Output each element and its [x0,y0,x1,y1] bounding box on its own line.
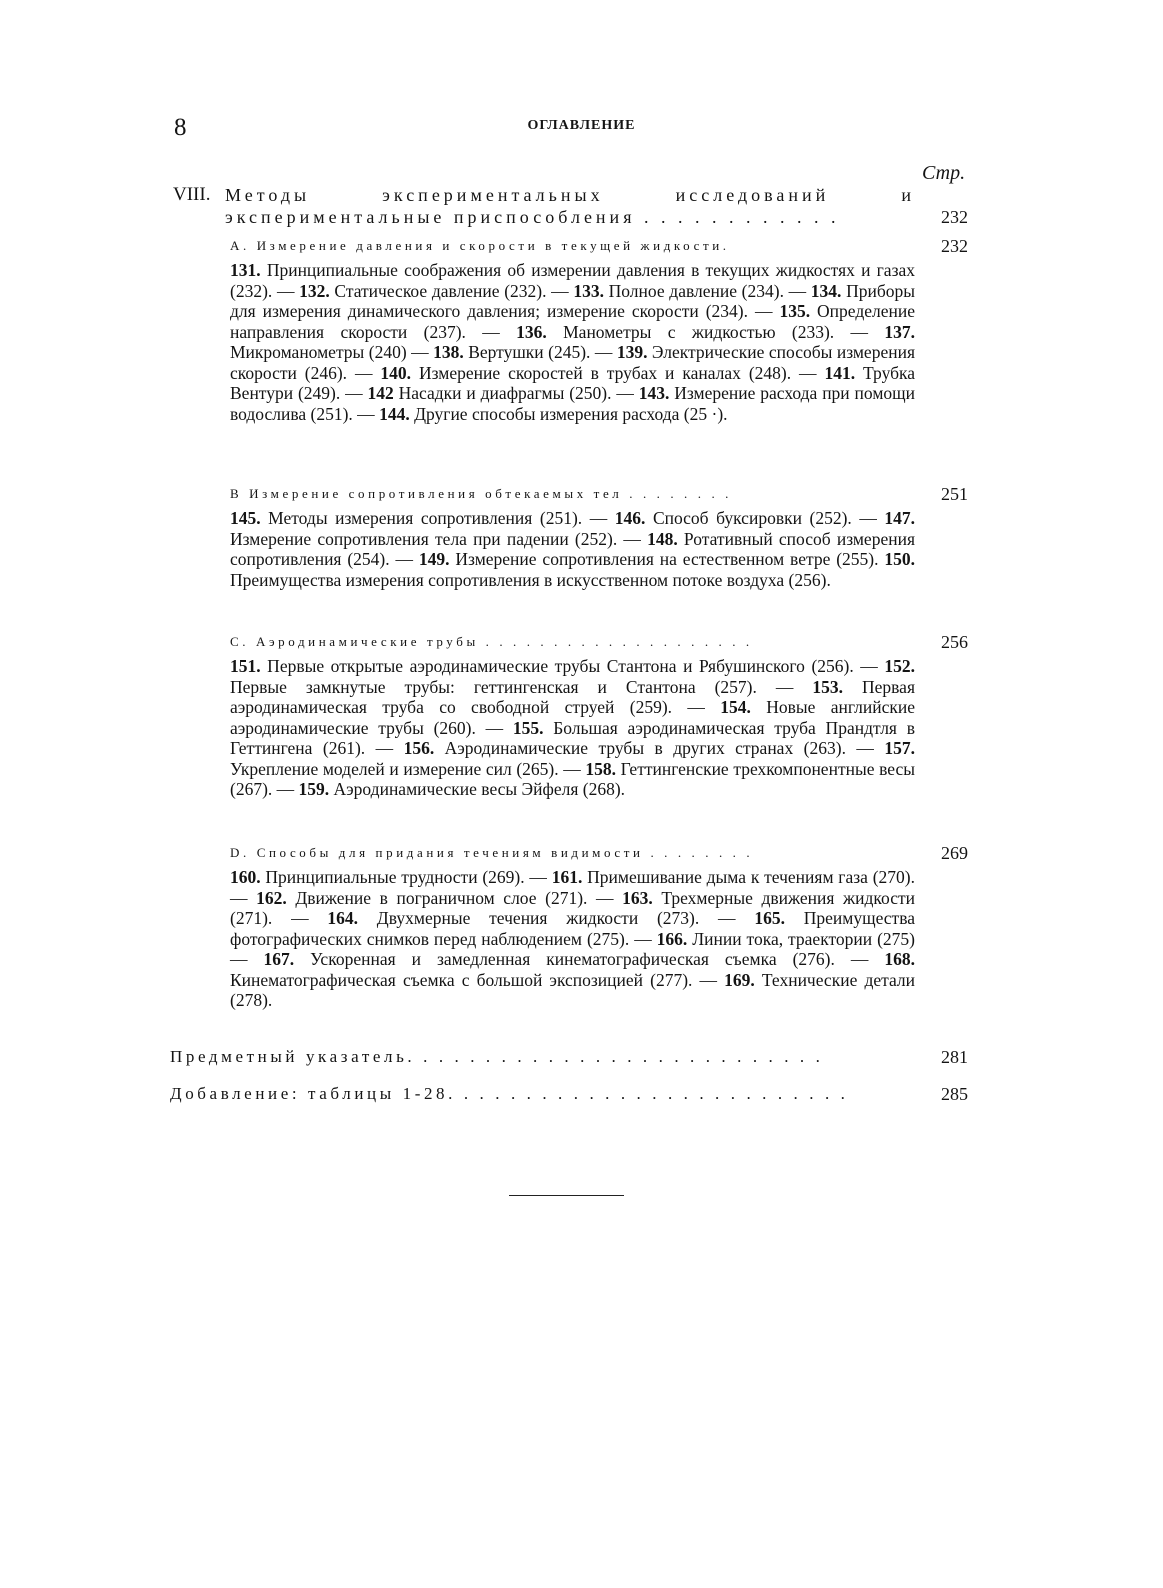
paragraph-text: Кинематографическая съемка с большой экспозицией (277). — [230,969,725,990]
paragraph-text: Полное давление (234). — [603,280,811,301]
paragraph-number: 136. [516,321,547,342]
paragraph-text: Измерение расхода при помощи водослива (251). — [230,383,915,424]
paragraph-text: Микроманометры (240) — [230,342,434,362]
paragraph-text: Линии тока, траектории (275) — [230,928,915,969]
paragraph-text: Новые английские аэродинамические трубы (260). — [230,697,915,738]
paragraph-number: 133. [573,280,604,301]
paragraph-number: 163. [622,887,653,908]
paragraph-number: 169. [724,969,755,990]
page-number: 8 [174,114,187,141]
paragraph-number: 166. [656,928,688,949]
index-page: 281 [941,1047,968,1067]
paragraph-number: 132. [299,280,330,301]
section-heading [230,484,968,506]
paragraph-number: 158. [585,758,617,779]
section-entries [230,260,915,424]
paragraph-text: Двухмерные течения жидкости (273). — [357,908,755,928]
paragraph-text: Первая аэродинамическая труба со свободной струей (259). — [230,676,915,717]
section-entries [230,867,915,1011]
paragraph-number: 138. [433,342,464,362]
paragraph-number: 145. [230,508,261,528]
paragraph-number: 161. [551,867,583,887]
chapter-number: VIII. [173,184,211,205]
section-heading [230,236,968,258]
paragraph-number: 162. [256,887,287,908]
paragraph-number: 152. [884,656,915,676]
paragraph-number: 153. [812,676,843,697]
index-title: Предметный указатель. . . . . . . . . . . . . . . . . . . . . . . . . . . [170,1047,824,1066]
paragraph-text: Электрические способы измерения скорости (246). — [230,342,915,383]
appendix-title: Добавление: таблицы 1-28. . . . . . . . . . . . . . . . . . . . . . . . . . [170,1084,849,1103]
section-page: 269 [941,843,968,863]
section-entries [230,508,915,590]
paragraph-text: Измерение сопротивления тела при падении (252). — [230,528,648,549]
paragraph-text: Статическое давление (232). — [329,280,574,301]
paragraph-number: 168. [884,949,916,969]
paragraph-text: Вертушки (245). — [463,342,617,362]
paragraph-number: 147. [884,508,915,528]
paragraph-text: Определение направления скорости (237). — [230,301,915,342]
paragraph-number: 167. [263,949,295,969]
paragraph-number: 155. [512,717,544,738]
paragraph-text: Примешивание дыма к течениям газа (270). — [230,867,915,908]
paragraph-number: 154. [720,697,751,717]
section-d [230,843,968,1011]
paragraph-number: 141. [824,362,856,383]
paragraph-text: Трехмерные движения жидкости (271). — [230,887,916,928]
section-c [230,632,968,800]
chapter-title: Методы экспериментальных исследований и экспериментальные приспособления . . . . . . . . . . . . [225,185,915,227]
paragraph-number: 137. [884,321,915,342]
paragraph-number: 151. [230,656,261,676]
paragraph-text: Первые открытые аэродинамические трубы Стантона и Рябушинского (256). — [260,656,885,676]
paragraph-number: 159. [298,779,330,799]
paragraph-text: Первые замкнутые трубы: геттингенская и Стантона (257). — [230,676,813,697]
paragraph-text: Аэродинамические трубы в других странах (263). — [434,738,885,758]
paragraph-text: Насадки и диафрагмы (250). — [393,383,639,403]
paragraph-text: Приборы для измерения динамического давления; измерение скорости (234). — [230,280,916,321]
paragraph-number: 139. [616,342,648,362]
paragraph-number: 149. [418,549,450,569]
paragraph-text: Ускоренная и замедленная кинематографическая съемка (276). — [294,949,885,969]
paragraph-text: Аэродинамические весы Эйфеля (268). [329,779,626,799]
paragraph-text: Измерение сопротивления на естественном ветре (255). [449,549,885,569]
paragraph-text: Преимущества измерения сопротивления в искусственном потоке воздуха (256). [230,569,831,590]
section-entries [230,656,915,800]
paragraph-number: 157. [884,738,915,758]
section-heading [230,843,968,865]
paragraph-number: 146. [614,508,646,528]
paragraph-number: 134. [810,280,842,301]
paragraph-text: Большая аэродинамическая труба Прандтля в Геттингена (261). — [230,717,915,758]
page-column-label: Стр. [922,162,966,184]
section-b [230,484,968,590]
paragraph-number: 135. [779,301,811,321]
paragraph-text: Преимущества фотографических снимков перед наблюдением (275). — [230,908,915,949]
section-title: А. Измерение давления и скорости в текущей жидкости. [230,238,730,253]
chapter-entry [173,184,968,228]
paragraph-text: Укрепление моделей и измерение сил (265). — [230,758,586,779]
section-a [230,236,968,424]
paragraph-text: Ротативный способ измерения сопротивления (254). — [230,528,915,569]
paragraph-number: 143. [638,383,670,403]
paragraph-text: Методы измерения сопротивления (251). — [260,508,615,528]
paragraph-text: Принципиальные трудности (269). — [260,867,552,887]
paragraph-text: Геттингенские трехкомпонентные весы (267). — [230,758,915,799]
paragraph-text: Манометры с жидкостью (233). — [546,321,885,342]
running-title: ОГЛАВЛЕНИЕ [527,118,636,133]
paragraph-number: 142 [367,383,394,403]
paragraph-number: 148. [647,528,678,549]
end-rule [509,1195,624,1196]
paragraph-text: Другие способы измерения расхода (25 ·). [409,403,728,424]
section-heading [230,632,968,654]
section-title: С. Аэродинамические трубы . . . . . . . . . . . . . . . . . . . . [230,634,753,649]
paragraph-number: 150. [884,549,915,569]
paragraph-text: Принципиальные соображения об измерении давления в текущих жидкостях и газах (232). — [230,260,915,301]
paragraph-text: Технические детали (278). [230,969,916,1010]
paragraph-text: Движение в пограничном слое (271). — [286,887,623,908]
section-page: 256 [941,632,968,652]
appendix-page: 285 [941,1084,968,1104]
section-page: 232 [941,236,968,256]
paragraph-number: 156. [403,738,435,758]
paragraph-text: Способ буксировки (252). — [645,508,885,528]
appendix-entry [170,1083,968,1107]
paragraph-number: 165. [754,908,785,928]
section-page: 251 [941,484,968,504]
paragraph-number: 131. [230,260,261,280]
paragraph-number: 160. [230,867,261,887]
chapter-page: 232 [941,207,968,227]
section-title: D. Способы для придания течениям видимости . . . . . . . . [230,845,754,860]
paragraph-number: 164. [327,908,358,928]
index-entry [170,1046,968,1070]
paragraph-number: 140. [380,362,412,383]
paragraph-text: Трубка Вентури (249). — [230,362,915,403]
paragraph-text: Измерение скоростей в трубах и каналах (248). — [411,362,825,383]
section-title: В Измерение сопротивления обтекаемых тел . . . . . . . . [230,486,732,501]
paragraph-number: 144. [379,403,410,424]
